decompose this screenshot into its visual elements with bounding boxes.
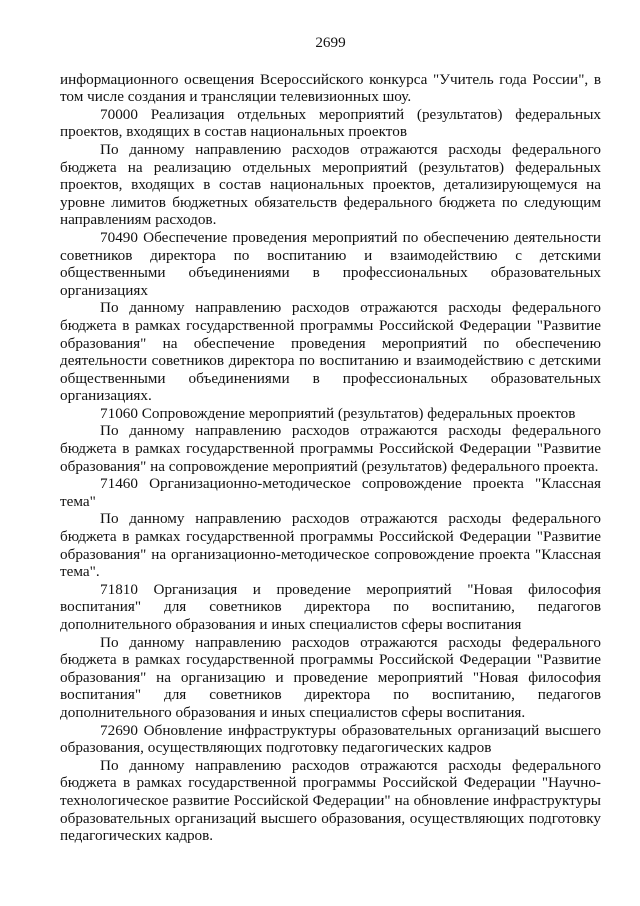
paragraph-71060-description: По данному направлению расходов отражаются расходы федерального бюджета в рамках государственной программы Российской Федерации "Развитие образования" на сопровождение мероприятий (результатов) федерального проекта. bbox=[60, 422, 601, 475]
paragraph-71460-description: По данному направлению расходов отражаются расходы федерального бюджета в рамках государственной программы Российской Федерации "Развитие образования" на организационно-методическое сопровождение проекта "Классная тема". bbox=[60, 510, 601, 581]
section-heading-70490: 70490 Обеспечение проведения мероприятий по обеспечению деятельности советников директора по воспитанию и взаимодействию с детскими общественными объединениями в профессиональных образовательных организациях bbox=[60, 228, 601, 299]
section-heading-71060: 71060 Сопровождение мероприятий (результатов) федеральных проектов bbox=[100, 404, 576, 422]
paragraph-70000-description: По данному направлению расходов отражаются расходы федерального бюджета на реализацию отдельных мероприятий (результатов) федеральных проектов, входящих в состав национальных проектов, детализирующемуся на уровне лимитов бюджетных обязательств федерального бюджета по следующим направлениям расходов. bbox=[60, 140, 601, 229]
page-number: 2699 bbox=[315, 34, 346, 51]
document-page bbox=[60, 34, 601, 845]
section-heading-71810: 71810 Организация и проведение мероприятий "Новая философия воспитания" для советников директора по воспитанию, педагогов дополнительного образования и иных специалистов сферы воспитания bbox=[60, 580, 601, 633]
paragraph-71810-description: По данному направлению расходов отражаются расходы федерального бюджета в рамках государственной программы Российской Федерации "Развитие образования" на организацию и проведение мероприятий "Новая философия воспитания" для советников директора по воспитанию, педагогов дополнительного образования и иных специалистов сферы воспитания. bbox=[60, 633, 601, 721]
paragraph-continuation: информационного освещения Всероссийского конкурса "Учитель года России", в том числе создания и трансляции телевизионных шоу. bbox=[60, 70, 601, 106]
section-heading-72690: 72690 Обновление инфраструктуры образовательных организаций высшего образования, осуществляющих подготовку педагогических кадров bbox=[60, 721, 601, 757]
section-heading-71460: 71460 Организационно-методическое сопровождение проекта "Классная тема" bbox=[60, 475, 601, 510]
paragraph-70490-description: По данному направлению расходов отражаются расходы федерального бюджета в рамках государственной программы Российской Федерации "Развитие образования" на обеспечение проведения мероприятий по обеспечению деятельности советников директора по воспитанию и взаимодействию с детскими общественными объединениями в профессиональных образовательных организациях. bbox=[60, 299, 601, 405]
section-heading-70000: 70000 Реализация отдельных мероприятий (результатов) федеральных проектов, входящих в состав национальных проектов bbox=[60, 105, 601, 141]
paragraph-72690-description: По данному направлению расходов отражаются расходы федерального бюджета в рамках государственной программы Российской Федерации "Научно-технологическое развитие Российской Федерации" на обновление инфраструктуры образовательных организаций высшего образования, осуществляющих подготовку педагогических кадров. bbox=[60, 756, 601, 845]
